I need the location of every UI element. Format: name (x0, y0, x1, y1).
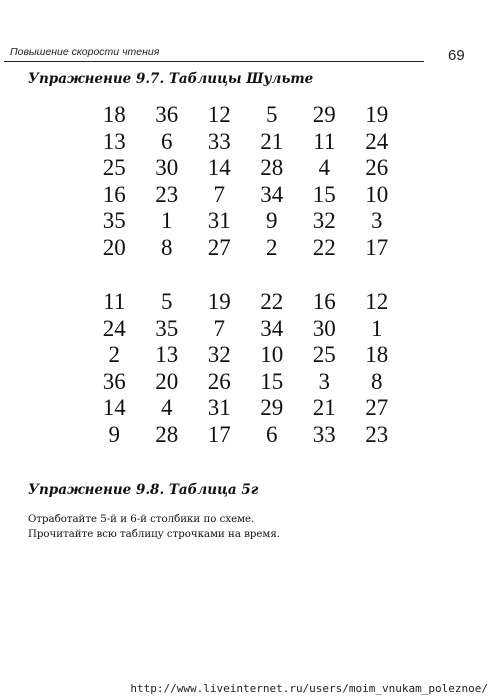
table-cell: 33 (207, 128, 231, 154)
table-cell: 34 (260, 315, 284, 341)
schulte-table-2 (88, 289, 403, 449)
table-cell: 24 (102, 315, 126, 341)
table-cell: 7 (213, 315, 225, 341)
table-cell: 14 (207, 155, 231, 181)
table-cell: 30 (312, 315, 336, 341)
table-cell: 22 (312, 234, 336, 260)
table-cell: 29 (312, 102, 336, 127)
source-url: http://www.liveinternet.ru/users/moim_vnukam_poleznoe/ (130, 682, 488, 695)
table-cell: 34 (260, 181, 284, 207)
table-cell: 26 (365, 155, 389, 181)
table-cell: 35 (102, 208, 126, 234)
table-cell: 7 (213, 181, 225, 207)
table-cell: 12 (365, 289, 389, 314)
table-cell: 25 (102, 155, 126, 181)
page-number: 69 (448, 47, 465, 64)
table-cell: 10 (260, 342, 284, 368)
table-cell: 5 (266, 102, 278, 127)
table-cell: 21 (312, 395, 336, 421)
instruction-line: Прочитайте всю таблицу строчками на время. (28, 529, 281, 540)
table-cell: 18 (365, 342, 389, 368)
table-cell: 32 (207, 342, 231, 368)
table-cell: 22 (260, 289, 284, 314)
table-cell: 30 (155, 155, 179, 181)
table-cell: 36 (102, 368, 126, 394)
table-cell: 1 (371, 315, 383, 341)
table-cell: 10 (365, 181, 389, 207)
table-cell: 16 (312, 289, 336, 314)
table-cell: 4 (161, 395, 173, 421)
table-cell: 4 (318, 155, 330, 181)
exercise-heading: Упражнение 9.7. Таблицы Шульте (28, 71, 314, 87)
table-cell: 32 (312, 208, 336, 234)
instructions (28, 512, 280, 542)
table-cell: 31 (207, 395, 231, 421)
table-cell: 2 (266, 234, 278, 260)
running-title: Повышение скорости чтения (10, 46, 160, 58)
table-cell: 6 (266, 421, 278, 447)
table-cell: 9 (266, 208, 278, 234)
table-cell: 20 (155, 368, 179, 394)
table-cell: 8 (371, 368, 383, 394)
table-cell: 13 (155, 342, 179, 368)
table-cell: 20 (102, 234, 126, 260)
table-cell: 13 (102, 128, 126, 154)
table-cell: 28 (260, 155, 284, 181)
table-cell: 9 (108, 421, 120, 447)
table-cell: 31 (207, 208, 231, 234)
table-cell: 14 (102, 395, 126, 421)
table-cell: 25 (312, 342, 336, 368)
table-cell: 21 (260, 128, 284, 154)
table-cell: 33 (312, 421, 336, 447)
table-cell: 36 (155, 102, 179, 127)
table-cell: 3 (318, 368, 330, 394)
table-cell: 35 (155, 315, 179, 341)
table-cell: 26 (207, 368, 231, 394)
schulte-table-1 (88, 102, 403, 262)
table-cell: 8 (161, 234, 173, 260)
table-cell: 3 (371, 208, 383, 234)
table-cell: 6 (161, 128, 173, 154)
table-cell: 11 (103, 289, 126, 314)
table-cell: 24 (365, 128, 389, 154)
table-cell: 2 (108, 342, 120, 368)
page-header (4, 44, 424, 62)
table-cell: 28 (155, 421, 179, 447)
table-cell: 23 (365, 421, 389, 447)
table-cell: 12 (207, 102, 231, 127)
table-cell: 18 (102, 102, 126, 127)
table-cell: 17 (365, 234, 389, 260)
table-cell: 15 (312, 181, 336, 207)
table-cell: 1 (161, 208, 173, 234)
table-cell: 19 (365, 102, 389, 127)
table-cell: 16 (102, 181, 126, 207)
table-cell: 15 (260, 368, 284, 394)
table-cell: 11 (313, 128, 336, 154)
instruction-line: Отработайте 5-й и 6-й столбики по схеме. (28, 514, 255, 525)
table-cell: 5 (161, 289, 173, 314)
table-cell: 29 (260, 395, 284, 421)
table-cell: 23 (155, 181, 179, 207)
table-cell: 17 (207, 421, 231, 447)
table-cell: 27 (207, 234, 231, 260)
exercise-heading: Упражнение 9.8. Таблица 5г (28, 482, 259, 498)
table-cell: 19 (207, 289, 231, 314)
table-cell: 27 (365, 395, 389, 421)
